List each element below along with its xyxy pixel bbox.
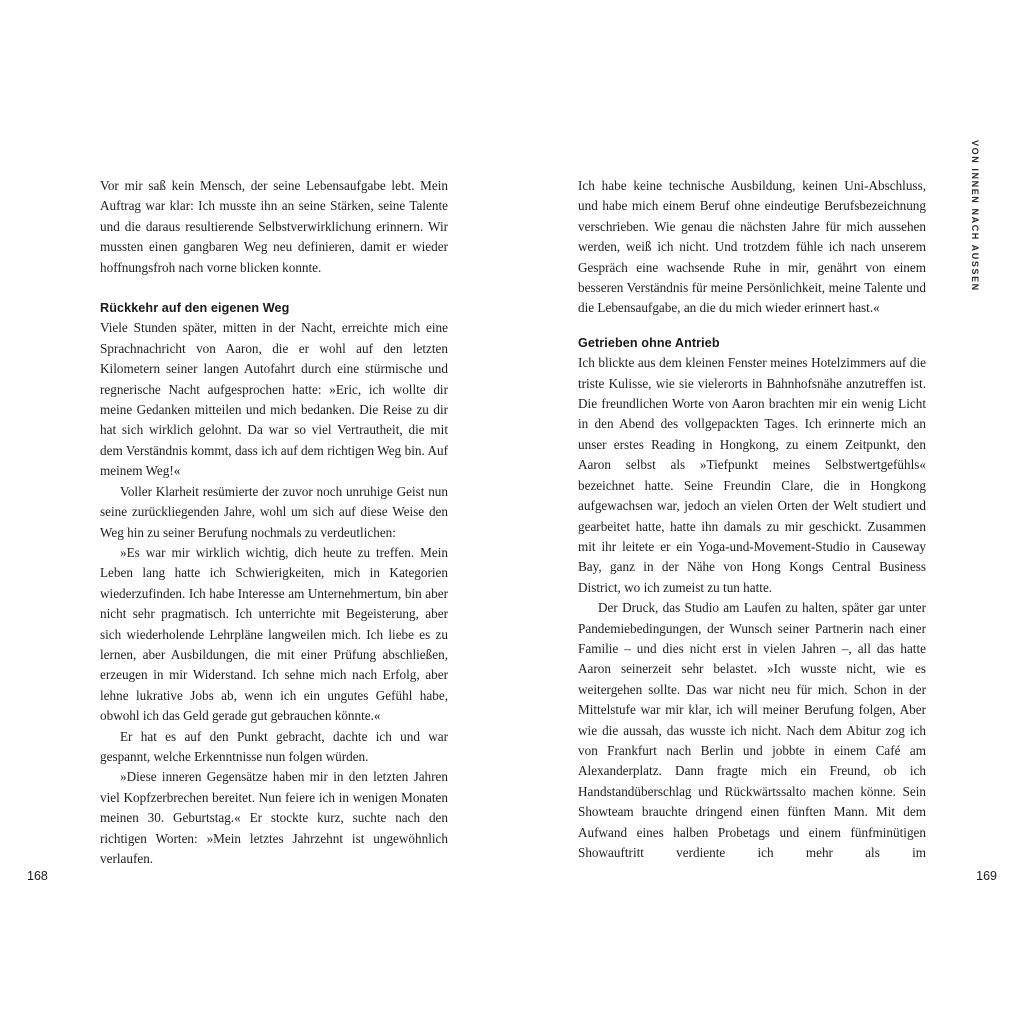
paragraph: Vor mir saß kein Mensch, der seine Lebensaufgabe lebt. Mein Auftrag war klar: Ich musste ihn an seine Stärken, seine Talente und die daraus resultierende Selbstverwirklichung erinnern. Wir mussten einen gangbaren Weg neu definieren, damit er wieder hoffnungsfroh nach vorne blicken konnte.: [100, 178, 448, 275]
paragraph: Viele Stunden später, mitten in der Nacht, erreichte mich eine Sprachnachricht von Aaron, die er wohl auf den letzten Kilometern seiner langen Autofahrt durch eine stürmische und regnerische Nacht aufgesprochen hatte: »Eric, ich wollte dir meine Gedanken mitteilen und mich bedanken. Die Reise zu dir hat sich wirklich gelohnt. Da war so viel Vertrautheit, die mit dem Verständnis kommt, dass ich auf dem richtigen Weg bin. Auf meinem Weg!«: [100, 320, 448, 479]
running-head-text: VON INNEN NACH AUSSEN: [970, 140, 980, 292]
paragraph: Voller Klarheit resümierte der zuvor noch unruhige Geist nun seine zurückliegenden Jahre, wohl um sich auf diese Weise den Weg hin zu seiner Berufung nochmals zu verdeutlichen:: [100, 483, 448, 540]
right-page: [512, 0, 1024, 1024]
section-heading: Getrieben ohne Antrieb: [578, 335, 720, 350]
page-number: 168: [27, 869, 48, 883]
paragraph: Ich blickte aus dem kleinen Fenster meines Hotelzimmers auf die triste Kulisse, wie sie vielerorts in Bahnhofsnähe anzutreffen ist. Die freundlichen Worte von Aaron brachten mir ein wenig Licht in den Abend des vollgepackten Tages. Ich erinnerte mich an unser erstes Reading in Hongkong, zu einem Zeitpunkt, den Aaron selbst als »Tiefpunkt meines Selbstwertgefühls« bezeichnet hatte. Seine Freundin Clare, die in Hongkong aufgewachsen war, jedoch an vielen Orten der Welt studiert und gearbeitet hatte, hatte ihn damals zu mir geschickt. Zusammen mit ihr leitete er ein Yoga-und-Movement-Studio in Causeway Bay, ganz in der Nähe von Hong Kongs Central Business District, wo ich zumeist zu tun hatte.: [578, 355, 926, 595]
paragraph: Er hat es auf den Punkt gebracht, dachte ich und war gespannt, welche Erkenntnisse nun folgen würden.: [100, 728, 448, 764]
running-head: [970, 140, 992, 292]
paragraph: »Diese inneren Gegensätze haben mir in den letzten Jahren viel Kopfzerbrechen bereitet. Nun feiere ich in wenigen Monaten meinen 30. Geburtstag.« Er stockte kurz, suchte nach den richtigen Worten: »Mein letztes Jahrzehnt ist ungewöhnlich verlaufen.: [100, 769, 448, 866]
section-heading: Rückkehr auf den eigenen Weg: [100, 301, 290, 316]
left-text-column: [100, 176, 448, 869]
paragraph: »Es war mir wirklich wichtig, dich heute zu treffen. Mein Leben lang hatte ich Schwierigkeiten, mich in Kategorien wiederzufinden. Ich habe Interesse am Unternehmertum, bin aber nicht sehr pragmatisch. Ich unterrichte mit Begeisterung, aber sich wiederholende Lehrpläne langweilen mich. Ich liebe es zu lernen, aber Ausbildungen, die mit einer Prüfung abschließen, erzeugen in mir Widerstand. Ich sehne mich nach Erfolg, aber lehne lukrative Jobs ab, wenn ich ein ungutes Gefühl habe, obwohl ich das Geld gerade gut gebrauchen könnte.«: [100, 544, 448, 724]
paragraph: Ich habe keine technische Ausbildung, keinen Uni-Abschluss, und habe mich einem Beruf ohne eindeutige Berufsbezeichnung verschrieben. Wie genau die nächsten Jahre für mich aussehen werden, weiß ich nicht. Und trotzdem fühle ich nach unserem Gespräch eine wachsende Ruhe in mir, genährt von einem besseren Verständnis für meine Persönlichkeit, meine Talente und die Lebensaufgabe, an die du mich wieder erinnert hast.«: [578, 178, 926, 316]
paragraph: Der Druck, das Studio am Laufen zu halten, später gar unter Pandemiebedingungen, der Wunsch seiner Partnerin nach einer Familie – und dies nicht erst in vielen Jahren –, all das hatte Aaron seinerzeit sehr belastet. »Ich wusste nicht, wie es weitergehen sollte. Das war nicht neu für mich. Schon in der Mittelstufe war mir klar, ich will meiner Berufung folgen, Aber wie die aussah, das wusste ich nicht. Nach dem Abitur zog ich von Frankfurt nach Berlin und jobbte in einem Café am Alexanderplatz. Dann fragte mich ein Freund, ob ich Handstandüberschlag und Rückwärtssalto machen könne. Sein Showteam brauchte dringend einen fünften Mann. Mit dem Aufwand eines halben Probetags und einem fünfminütigen Showauftritt verdiente ich mehr als im: [578, 600, 926, 860]
page-number: 169: [976, 869, 997, 883]
right-text-column: [578, 176, 926, 863]
